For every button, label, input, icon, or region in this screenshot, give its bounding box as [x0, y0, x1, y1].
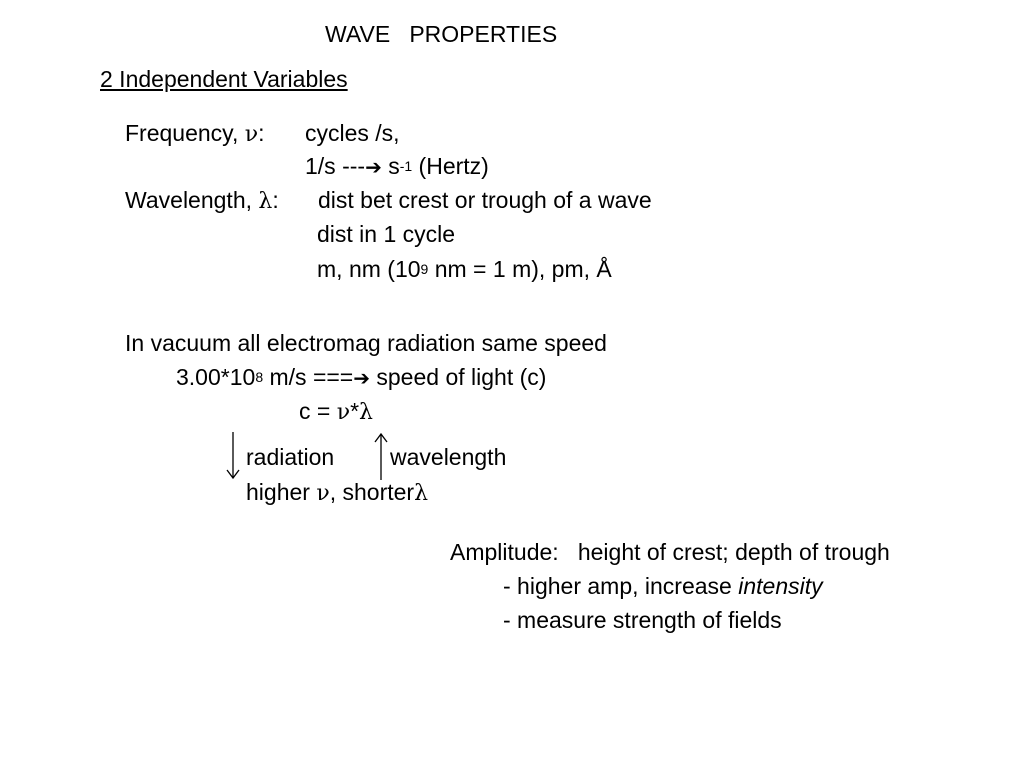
amplitude-intensity-line — [503, 575, 823, 598]
equation-c: c = — [299, 398, 337, 424]
frequency-s: s — [381, 153, 400, 179]
nu-symbol: ν — [244, 122, 259, 147]
wavelength-desc-2: dist in 1 cycle — [317, 221, 456, 247]
wavelength-sep: : — [272, 187, 279, 213]
wavelength-units: m, nm (10 — [317, 256, 421, 282]
slide-title: WAVE PROPERTIES — [325, 21, 558, 47]
higher-shorter-line — [246, 481, 428, 505]
amplitude-fields-line: - measure strength of fields — [503, 607, 782, 633]
wavelength-line — [125, 189, 279, 213]
down-arrow-icon — [226, 432, 240, 480]
equation — [299, 400, 373, 424]
amplitude-intensity-text: - higher amp, increase — [503, 573, 739, 599]
subtitle: 2 Independent Variables — [100, 66, 348, 92]
frequency-label: Frequency, — [125, 120, 245, 146]
right-arrow-icon: ➔ — [353, 366, 370, 390]
wavelength-units-rest: nm = 1 m), pm, Å — [428, 256, 612, 282]
speed-of-light-label: speed of light (c) — [370, 364, 547, 390]
equation-star: * — [350, 398, 360, 424]
lambda-symbol: λ — [258, 189, 273, 214]
wavelength-exponent: 9 — [420, 261, 429, 277]
speed-units: m/s === — [263, 364, 354, 390]
speed-line — [176, 366, 546, 389]
higher-text: higher — [246, 479, 317, 505]
frequency-desc-2 — [305, 155, 489, 178]
speed-value: 3.00*10 — [176, 364, 256, 390]
frequency-line — [125, 122, 265, 146]
radiation-label: radiation — [246, 444, 335, 470]
frequency-exponent: -1 — [399, 158, 413, 174]
right-arrow-icon: ➔ — [365, 155, 382, 179]
wavelength-desc-1: dist bet crest or trough of a wave — [318, 187, 652, 213]
frequency-desc-1: cycles /s, — [305, 120, 400, 146]
frequency-units: 1/s --- — [305, 153, 366, 179]
up-arrow-icon — [374, 432, 388, 480]
shorter-text: , shorter — [329, 479, 415, 505]
wavelength-desc-3 — [317, 258, 612, 281]
nu-symbol: ν — [336, 400, 351, 425]
wavelength-relation-label: wavelength — [390, 444, 507, 470]
wavelength-label: Wavelength, — [125, 187, 259, 213]
lambda-symbol: λ — [414, 481, 429, 506]
frequency-hertz: (Hertz) — [412, 153, 489, 179]
lambda-symbol: λ — [359, 400, 373, 425]
frequency-sep: : — [258, 120, 265, 146]
intensity-emphasis: intensity — [738, 573, 823, 599]
nu-symbol: ν — [316, 481, 330, 506]
amplitude-line: Amplitude: height of crest; depth of trough — [450, 539, 890, 565]
vacuum-line: In vacuum all electromag radiation same speed — [125, 330, 607, 356]
speed-exponent: 8 — [255, 369, 264, 385]
